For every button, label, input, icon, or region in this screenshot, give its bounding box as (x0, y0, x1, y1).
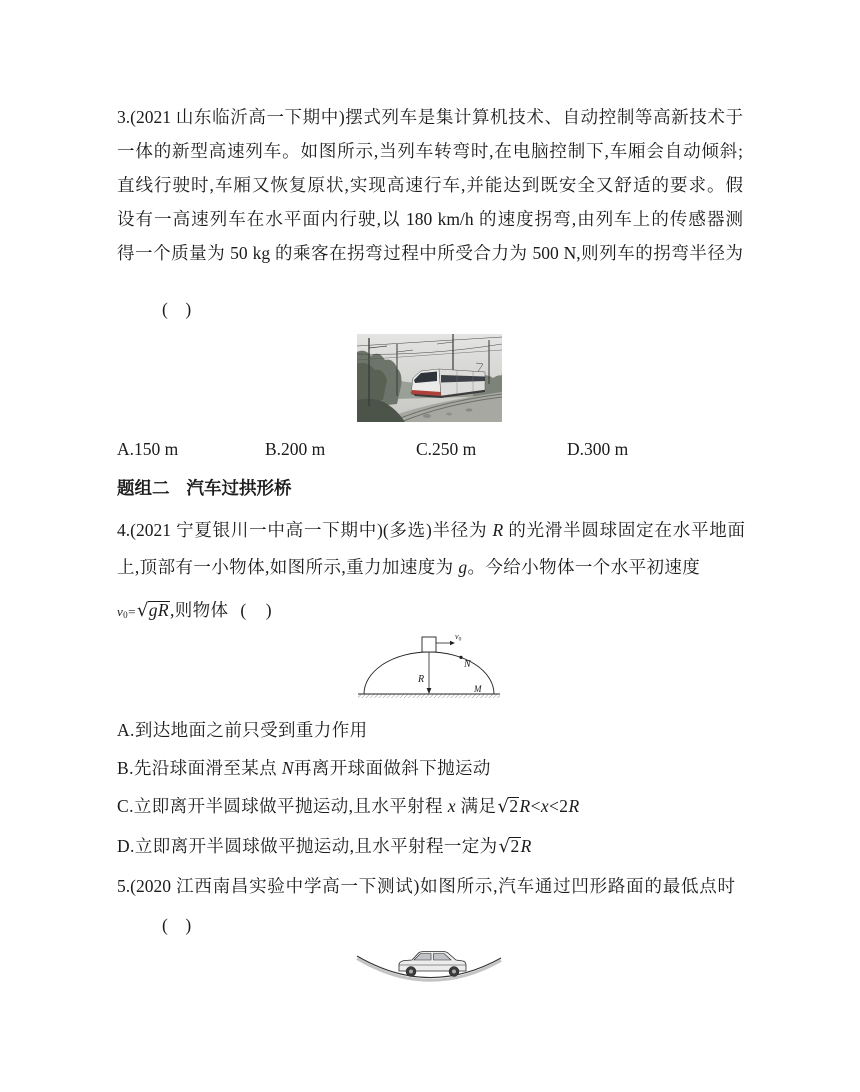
radical-sign: √ (498, 836, 511, 857)
q3-line-1: 3.(2021 山东临沂高一下期中)摆式列车是集计算机技术、自动控制等高新技术于 (117, 107, 743, 127)
q3-answer-blank: ( ) (162, 299, 192, 319)
q3-option-b: B.200 m (265, 439, 326, 459)
q3-line-5: 得一个质量为 50 kg 的乘客在拐弯过程中所受合力为 500 N,则列车的拐弯半径为 (117, 243, 743, 263)
velocity-arrowhead (450, 641, 455, 645)
radicand: gR (148, 600, 169, 620)
q4-option-c-text: C.立即离开半圆球做平抛运动,且水平射程 (117, 796, 448, 816)
radius-symbol: R (520, 836, 532, 856)
section-title: 汽车过拱形桥 (186, 479, 292, 499)
ground-hatching (358, 694, 500, 698)
velocity-label: v0 (455, 632, 462, 643)
point-n-symbol: N (281, 758, 294, 778)
point-n-dot (459, 656, 462, 659)
q4-option-c-text-mid: 满足 (455, 796, 497, 816)
radical-sign: √ (497, 796, 510, 817)
car-concave-road-diagram (355, 944, 503, 982)
q4-line-3 (117, 593, 272, 627)
section-heading (117, 472, 292, 506)
radius-arrowhead (427, 688, 432, 694)
velocity-subscript: 0 (123, 610, 129, 620)
q4-line-3-text: ,则物体 (169, 600, 229, 620)
gravity-symbol: g (458, 557, 468, 577)
q4-option-b (117, 751, 491, 785)
q3-line-2: 一体的新型高速列车。如图所示,当列车转弯时,在电脑控制下,车厢会自动倾斜; (117, 141, 743, 161)
hemisphere-diagram (355, 628, 503, 700)
q4-line-1 (117, 513, 745, 547)
q4-option-a: A.到达地面之前只受到重力作用 (117, 720, 368, 740)
point-n-label: N (464, 659, 471, 670)
q4-option-b-text: B.先沿球面滑至某点 (117, 758, 282, 778)
photo-rock (423, 414, 431, 418)
radicand: 2 (509, 796, 519, 816)
q4-line-1-text-end: 的光滑半圆球固定在水平地面 (503, 520, 745, 540)
q4-option-d (117, 829, 532, 863)
point-m-label: M (474, 684, 482, 694)
small-block (422, 637, 436, 652)
less-than-sign: < (530, 796, 541, 816)
q5-answer-blank: ( ) (162, 915, 192, 935)
photo-rock (466, 408, 473, 411)
car-front-hub (409, 970, 413, 974)
q4-option-b-text-end: 再离开球面做斜下抛运动 (293, 758, 491, 778)
radius-label: R (418, 674, 425, 685)
q4-line-2 (117, 550, 700, 584)
initial-velocity-expression (117, 604, 136, 619)
tilting-train-photo (357, 334, 502, 422)
q4-line-1-text: 4.(2021 宁夏银川一中高一下期中)(多选)半径为 (117, 520, 493, 540)
q4-option-c (117, 789, 580, 823)
q4-option-d-text: D.立即离开半圆球做平抛运动,且水平射程一定为 (117, 836, 498, 856)
q3-option-d: D.300 m (567, 439, 629, 459)
q3-option-c: C.250 m (416, 439, 477, 459)
section-label: 题组二 (117, 479, 170, 499)
less-than-two: <2 (549, 796, 569, 816)
velocity-symbol: v (117, 604, 124, 619)
radical-sign: √ (136, 600, 149, 621)
q4-answer-blank: ( ) (240, 600, 272, 620)
equals-sign: = (128, 604, 136, 619)
range-symbol: x (540, 796, 550, 816)
radius-symbol: R (492, 520, 504, 540)
q4-line-2-text-end: 。今给小物体一个水平初速度 (467, 557, 701, 577)
photo-rock (446, 413, 452, 416)
radius-symbol: R (568, 796, 580, 816)
q5-line-1: 5.(2020 江西南昌实验中学高一下测试)如图所示,汽车通过凹形路面的最低点时 (117, 876, 735, 896)
radius-symbol: R (519, 796, 531, 816)
q3-line-3: 直线行驶时,车厢又恢复原状,实现高速行车,并能达到既安全又舒适的要求。假 (117, 175, 743, 195)
q3-line-4: 设有一高速列车在水平面内行驶,以 180 km/h 的速度拐弯,由列车上的传感器测 (117, 209, 743, 229)
q4-line-2-text: 上,顶部有一小物体,如图所示,重力加速度为 (117, 557, 459, 577)
q3-option-a: A.150 m (117, 439, 179, 459)
car-rear-hub (452, 970, 456, 974)
range-symbol: x (447, 796, 456, 816)
radicand: 2 (510, 836, 520, 856)
